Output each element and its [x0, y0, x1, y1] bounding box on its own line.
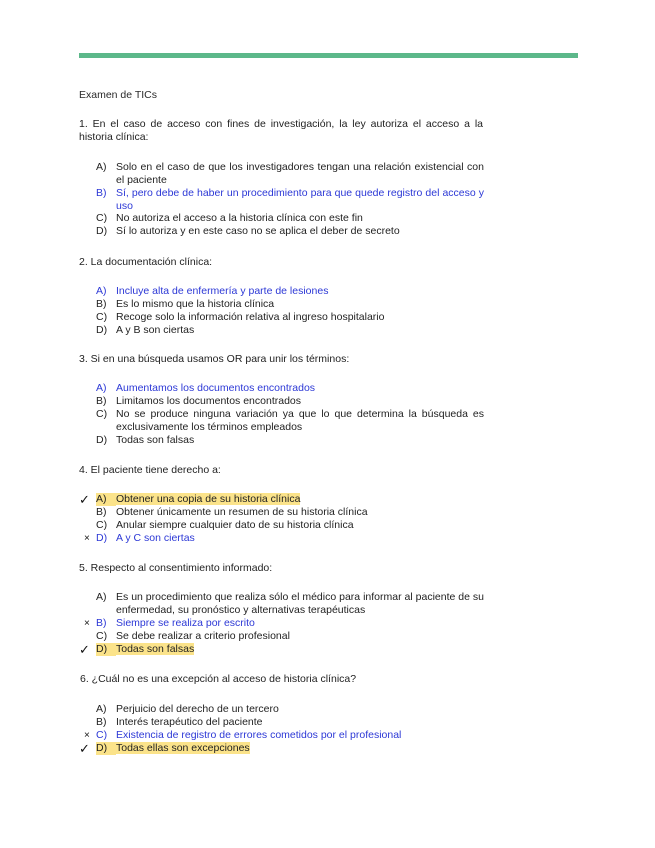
option-letter: D): [96, 742, 116, 755]
option-text: Obtener una copia de su historia clínica: [116, 493, 301, 505]
option-letter: D): [96, 225, 108, 237]
question-1-option-c: [96, 212, 484, 225]
question-6-option-b: [96, 716, 484, 729]
option-letter: B): [96, 716, 107, 728]
option-text: No se produce ninguna variación ya que lo que determina la búsqueda es exclusivamente los términos empleados: [116, 408, 484, 433]
question-2-option-a: [96, 285, 484, 298]
question-2-option-c: [96, 311, 484, 324]
option-letter: B): [96, 395, 107, 407]
option-letter: A): [96, 161, 107, 173]
option-text: A y B son ciertas: [116, 324, 195, 336]
option-letter: D): [96, 434, 108, 446]
option-text: Recoge solo la información relativa al ingreso hospitalario: [116, 311, 385, 323]
option-text: Todas son falsas: [116, 434, 195, 446]
option-letter: A): [96, 703, 107, 715]
option-letter: A): [96, 493, 116, 506]
option-letter: B): [96, 506, 107, 518]
option-text: Perjuicio del derecho de un tercero: [116, 703, 279, 715]
option-letter: A): [96, 382, 107, 394]
question-4-option-a: [96, 493, 484, 506]
option-text: Interés terapéutico del paciente: [116, 716, 263, 728]
question-3-option-b: [96, 395, 484, 408]
option-text: No autoriza el acceso a la historia clínica con este fin: [116, 212, 363, 224]
exam-title: Examen de TICs: [79, 89, 158, 101]
question-6-option-a: [96, 703, 484, 716]
question-6-option-c: [96, 729, 484, 742]
option-text: Todas son falsas: [116, 643, 195, 655]
option-letter: D): [96, 324, 108, 336]
question-5-option-a: [96, 591, 484, 617]
option-letter: A): [96, 285, 107, 297]
option-text: Obtener únicamente un resumen de su historia clínica: [116, 506, 368, 518]
option-text: Todas ellas son excepciones: [116, 742, 250, 754]
option-text: Anular siempre cualquier dato de su historia clínica: [116, 519, 354, 531]
question-5-option-c: [96, 630, 484, 643]
option-text: Sí, pero debe de haber un procedimiento para que quede registro del acceso y uso: [116, 187, 484, 212]
question-4-prompt: 4. El paciente tiene derecho a:: [79, 464, 221, 476]
correct-check-icon: ✓: [79, 642, 90, 657]
option-text: Aumentamos los documentos encontrados: [116, 382, 316, 394]
question-1-option-d: [96, 225, 484, 238]
option-text: Sí lo autoriza y en este caso no se aplica el deber de secreto: [116, 225, 400, 237]
option-letter: C): [96, 408, 108, 420]
question-6-option-d: [96, 742, 484, 755]
incorrect-cross-icon: ×: [84, 533, 90, 544]
option-text: Siempre se realiza por escrito: [116, 617, 255, 629]
question-5-option-b: [96, 617, 484, 630]
option-letter: D): [96, 643, 116, 656]
option-letter: A): [96, 591, 107, 603]
question-5-prompt: 5. Respecto al consentimiento informado:: [79, 562, 273, 574]
option-text: Existencia de registro de errores cometidos por el profesional: [116, 729, 402, 741]
option-text: Solo en el caso de que los investigadores tengan una relación existencial con el paciente: [116, 161, 484, 186]
option-text: A y C son ciertas: [116, 532, 195, 544]
option-text: Limitamos los documentos encontrados: [116, 395, 302, 407]
option-letter: C): [96, 729, 108, 741]
option-text: Es un procedimiento que realiza sólo el médico para informar al paciente de su enfermedad, su pronóstico y alternativas terapéuticas: [116, 591, 484, 616]
option-text: Se debe realizar a criterio profesional: [116, 630, 290, 642]
incorrect-cross-icon: ×: [84, 730, 90, 741]
question-4-option-c: [96, 519, 484, 532]
header-accent-bar: [79, 53, 578, 58]
question-4-option-b: [96, 506, 484, 519]
option-text: Incluye alta de enfermería y parte de lesiones: [116, 285, 329, 297]
question-3-option-d: [96, 434, 484, 447]
question-1-option-a: [96, 161, 484, 187]
option-letter: B): [96, 187, 107, 199]
question-1-option-b: [96, 187, 484, 213]
question-2-prompt: 2. La documentación clínica:: [79, 256, 213, 268]
option-letter: D): [96, 532, 108, 544]
question-5-option-d: [96, 643, 484, 656]
option-text: Es lo mismo que la historia clínica: [116, 298, 275, 310]
question-4-option-d: [96, 532, 484, 545]
question-2-option-d: [96, 324, 484, 337]
incorrect-cross-icon: ×: [84, 618, 90, 629]
question-6-prompt: 6. ¿Cuál no es una excepción al acceso de historia clínica?: [80, 673, 357, 685]
question-2-option-b: [96, 298, 484, 311]
question-3-prompt: 3. Si en una búsqueda usamos OR para unir los términos:: [79, 353, 350, 365]
option-letter: C): [96, 519, 108, 531]
option-letter: C): [96, 630, 108, 642]
option-letter: B): [96, 298, 107, 310]
option-letter: C): [96, 311, 108, 323]
question-3-option-a: [96, 382, 484, 395]
question-3-option-c: [96, 408, 484, 434]
option-letter: B): [96, 617, 107, 629]
correct-check-icon: ✓: [79, 741, 90, 756]
correct-check-icon: ✓: [79, 492, 90, 507]
question-1-prompt: 1. En el caso de acceso con fines de investigación, la ley autoriza el acceso a la historia clínica:: [79, 118, 483, 143]
option-letter: C): [96, 212, 108, 224]
